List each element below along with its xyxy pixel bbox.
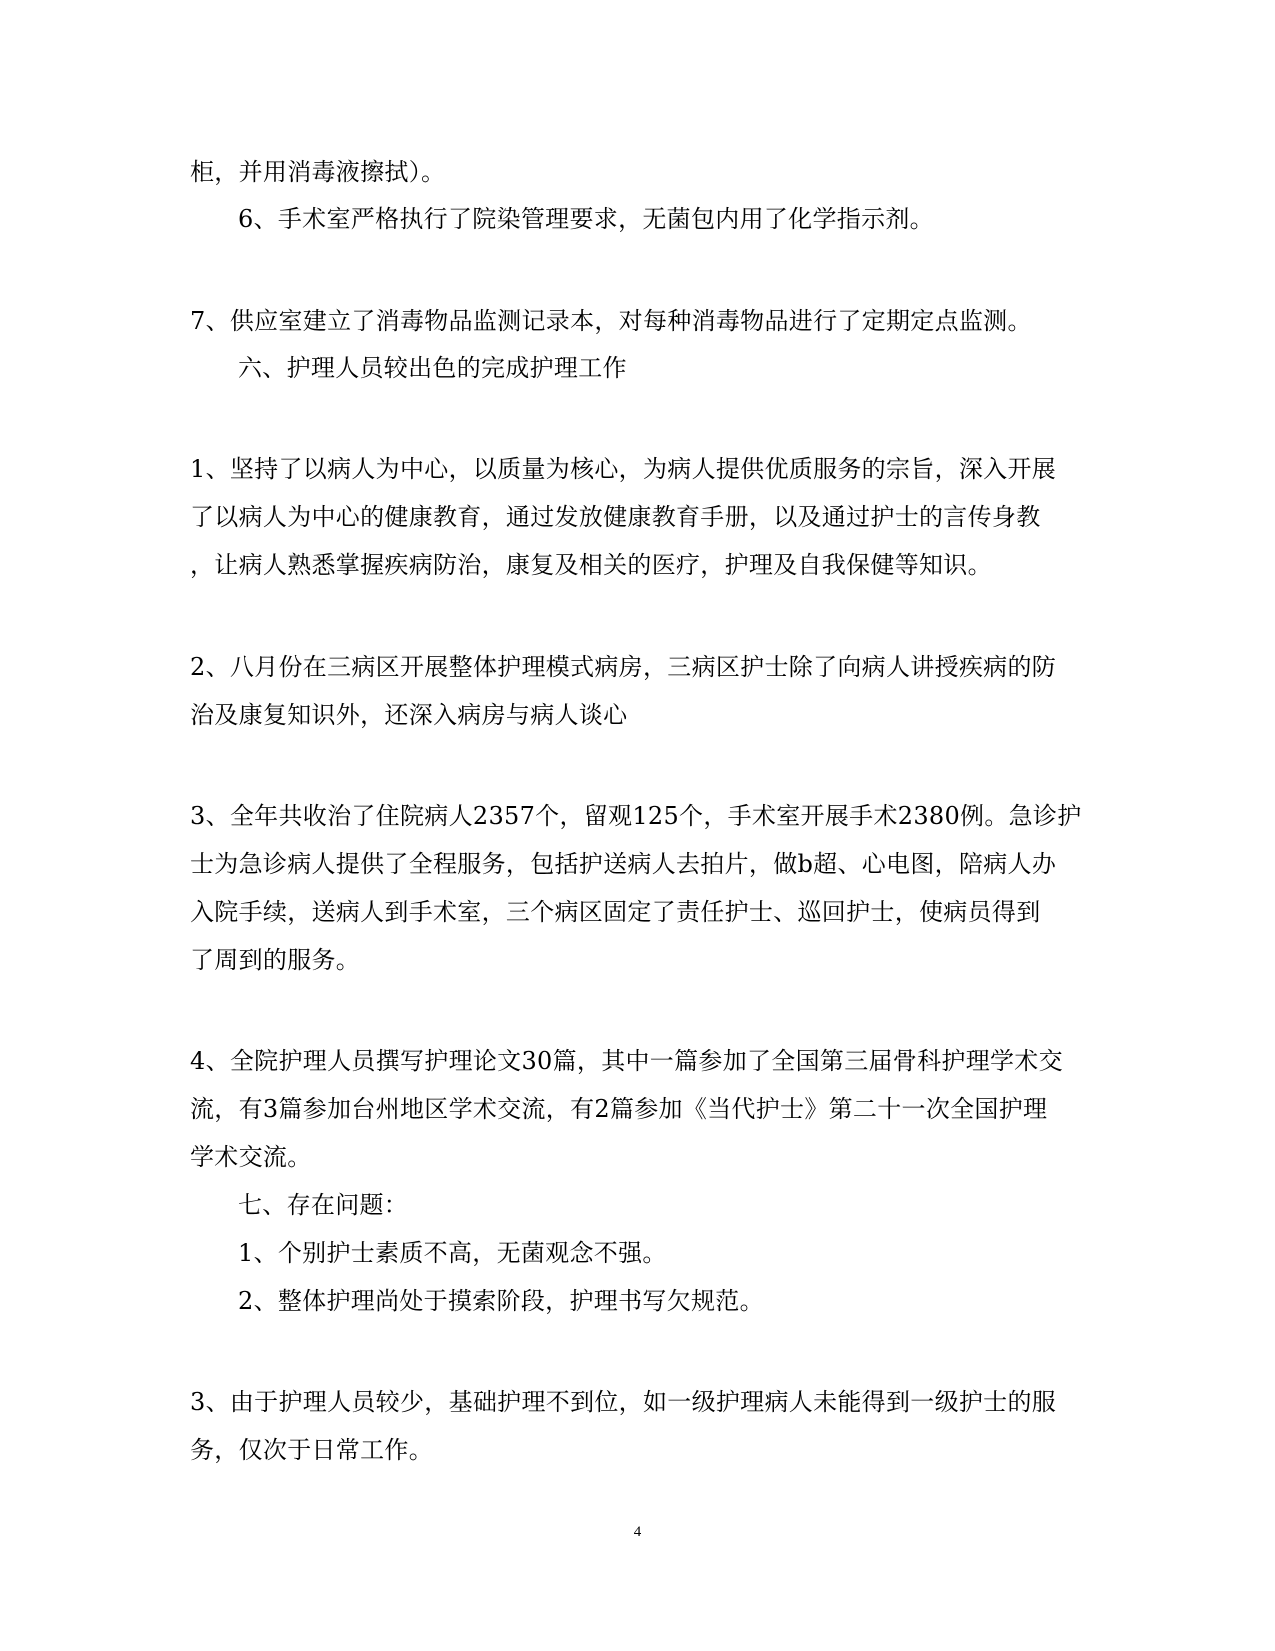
text-line: ，让病人熟悉掌握疾病防治，康复及相关的医疗，护理及自我保健等知识。 bbox=[190, 551, 992, 579]
text-line: 7、供应室建立了消毒物品监测记录本，对每种消毒物品进行了定期定点监测。 bbox=[190, 307, 1032, 335]
section-heading: 七、存在问题： bbox=[238, 1191, 409, 1219]
text-line: 流，有3篇参加台州地区学术交流，有2篇参加《当代护士》第二十一次全国护理 bbox=[190, 1095, 1048, 1123]
text-line: 1、坚持了以病人为中心，以质量为核心，为病人提供优质服务的宗旨，深入开展 bbox=[190, 455, 1057, 483]
text-line: 入院手续，送病人到手术室，三个病区固定了责任护士、巡回护士，使病员得到 bbox=[190, 898, 1041, 926]
text-line: 3、全年共收治了住院病人2357个，留观125个，手术室开展手术2380例。急诊护 bbox=[190, 802, 1082, 830]
text-line: 柜，并用消毒液擦拭）。 bbox=[190, 158, 446, 186]
text-line: 了以病人为中心的健康教育，通过发放健康教育手册，以及通过护士的言传身教 bbox=[190, 503, 1041, 531]
section-heading: 六、护理人员较出色的完成护理工作 bbox=[238, 354, 627, 382]
text-line: 6、手术室严格执行了院染管理要求，无菌包内用了化学指示剂。 bbox=[238, 205, 934, 233]
text-line: 4、全院护理人员撰写护理论文30篇，其中一篇参加了全国第三届骨科护理学术交 bbox=[190, 1047, 1063, 1075]
text-line: 2、八月份在三病区开展整体护理模式病房，三病区护士除了向病人讲授疾病的防 bbox=[190, 653, 1057, 681]
text-line: 务，仅次于日常工作。 bbox=[190, 1436, 433, 1464]
text-line: 了周到的服务。 bbox=[190, 946, 361, 974]
text-line: 3、由于护理人员较少，基础护理不到位，如一级护理病人未能得到一级护士的服 bbox=[190, 1388, 1057, 1416]
text-line: 学术交流。 bbox=[190, 1143, 312, 1171]
text-line: 1、个别护士素质不高，无菌观念不强。 bbox=[238, 1239, 667, 1267]
text-line: 士为急诊病人提供了全程服务，包括护送病人去拍片，做b超、心电图，陪病人办 bbox=[190, 850, 1057, 878]
text-line: 2、整体护理尚处于摸索阶段，护理书写欠规范。 bbox=[238, 1287, 764, 1315]
text-line: 治及康复知识外，还深入病房与病人谈心 bbox=[190, 701, 628, 729]
page-number: 4 bbox=[633, 1524, 642, 1540]
